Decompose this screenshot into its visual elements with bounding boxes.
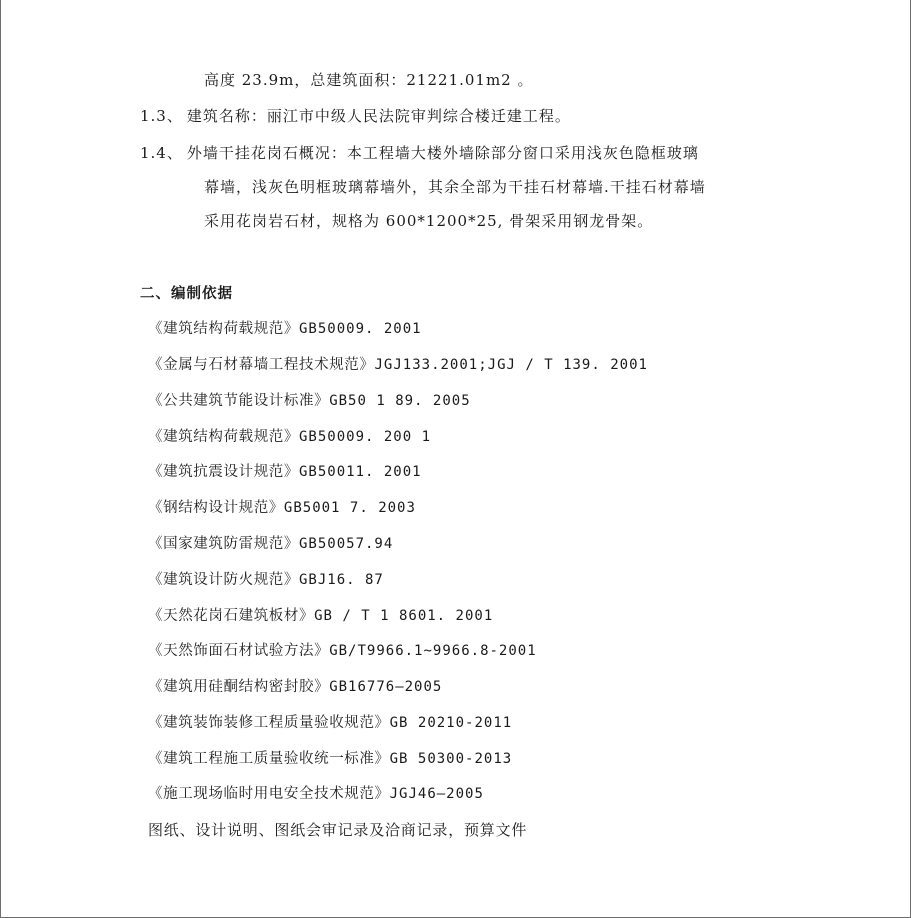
reference-title: 《建筑装饰装修工程质量验收规范》 <box>148 715 390 731</box>
reference-item <box>148 427 431 447</box>
reference-item <box>148 462 422 482</box>
reference-code: GB50057.94 <box>299 536 394 552</box>
reference-item <box>148 570 384 590</box>
reference-item <box>148 355 648 375</box>
reference-title: 《钢结构设计规范》 <box>148 500 284 516</box>
reference-title: 《金属与石材幕墙工程技术规范》 <box>148 357 375 373</box>
reference-code: GB 50300-2013 <box>389 751 513 767</box>
reference-code: GB50009. 2001 <box>299 321 422 337</box>
reference-item <box>148 749 512 769</box>
section-heading-basis: 二、编制依据 <box>140 286 233 302</box>
item-1-4-number: 1.4、 <box>140 144 183 162</box>
reference-title: 《国家建筑防雷规范》 <box>148 536 299 552</box>
reference-title: 《建筑抗震设计规范》 <box>148 464 299 480</box>
reference-code: GB 20210-2011 <box>389 715 513 731</box>
reference-code: JGJ46—2005 <box>389 786 484 802</box>
reference-title: 《建筑设计防火规范》 <box>148 572 299 588</box>
reference-code: JGJ133.2001;JGJ / T 139. 2001 <box>374 357 648 373</box>
reference-title: 《建筑结构荷载规范》 <box>148 321 299 337</box>
item-1-4-line3: 采用花岗岩石材，规格为 600*1200*25, 骨架采用钢龙骨架。 <box>204 212 654 230</box>
reference-title: 《建筑工程施工质量验收统一标准》 <box>148 751 390 767</box>
reference-title: 《公共建筑节能设计标准》 <box>148 393 330 409</box>
item-1-3-number: 1.3、 <box>140 107 183 125</box>
reference-code: GB50011. 2001 <box>299 464 422 480</box>
item-1-4-line1: 外墙干挂花岗石概况：本工程墙大楼外墙除部分窗口采用浅灰色隐框玻璃 <box>186 144 699 162</box>
reference-item <box>148 784 484 804</box>
reference-item <box>148 391 471 411</box>
reference-title: 《天然饰面石材试验方法》 <box>148 643 330 659</box>
reference-code: GB/T9966.1~9966.8-2001 <box>329 643 537 659</box>
reference-code: GBJ16. 87 <box>299 572 384 588</box>
reference-title: 《施工现场临时用电安全技术规范》 <box>148 786 390 802</box>
reference-item <box>148 319 422 339</box>
reference-title: 《建筑结构荷载规范》 <box>148 429 299 445</box>
reference-item <box>148 641 537 661</box>
item-1-4 <box>140 143 699 163</box>
reference-item <box>148 713 512 733</box>
reference-code: GB16776—2005 <box>329 679 443 695</box>
reference-code: GB50 1 89. 2005 <box>329 393 471 409</box>
reference-code: GB50009. 200 1 <box>299 429 432 445</box>
item-1-4-line2: 幕墙，浅灰色明框玻璃幕墙外，其余全部为干挂石材幕墙.干挂石材幕墙 <box>204 178 706 196</box>
building-height-area-line: 高度 23.9m，总建筑面积：21221.01m2 。 <box>204 71 534 89</box>
reference-item <box>148 534 393 554</box>
item-1-3-text: 建筑名称：丽江市中级人民法院审判综合楼迁建工程。 <box>186 107 571 125</box>
drawings-documents-line: 图纸、设计说明、图纸会审记录及洽商记录，预算文件 <box>148 821 528 839</box>
reference-code: GB5001 7. 2003 <box>283 500 416 516</box>
reference-item <box>148 606 493 626</box>
reference-item <box>148 677 442 697</box>
reference-title: 《天然花岗石建筑板材》 <box>148 608 315 624</box>
reference-title: 《建筑用硅酮结构密封胶》 <box>148 679 330 695</box>
reference-code: GB / T 1 8601. 2001 <box>314 608 494 624</box>
reference-item <box>148 498 416 518</box>
item-1-3 <box>140 106 571 126</box>
